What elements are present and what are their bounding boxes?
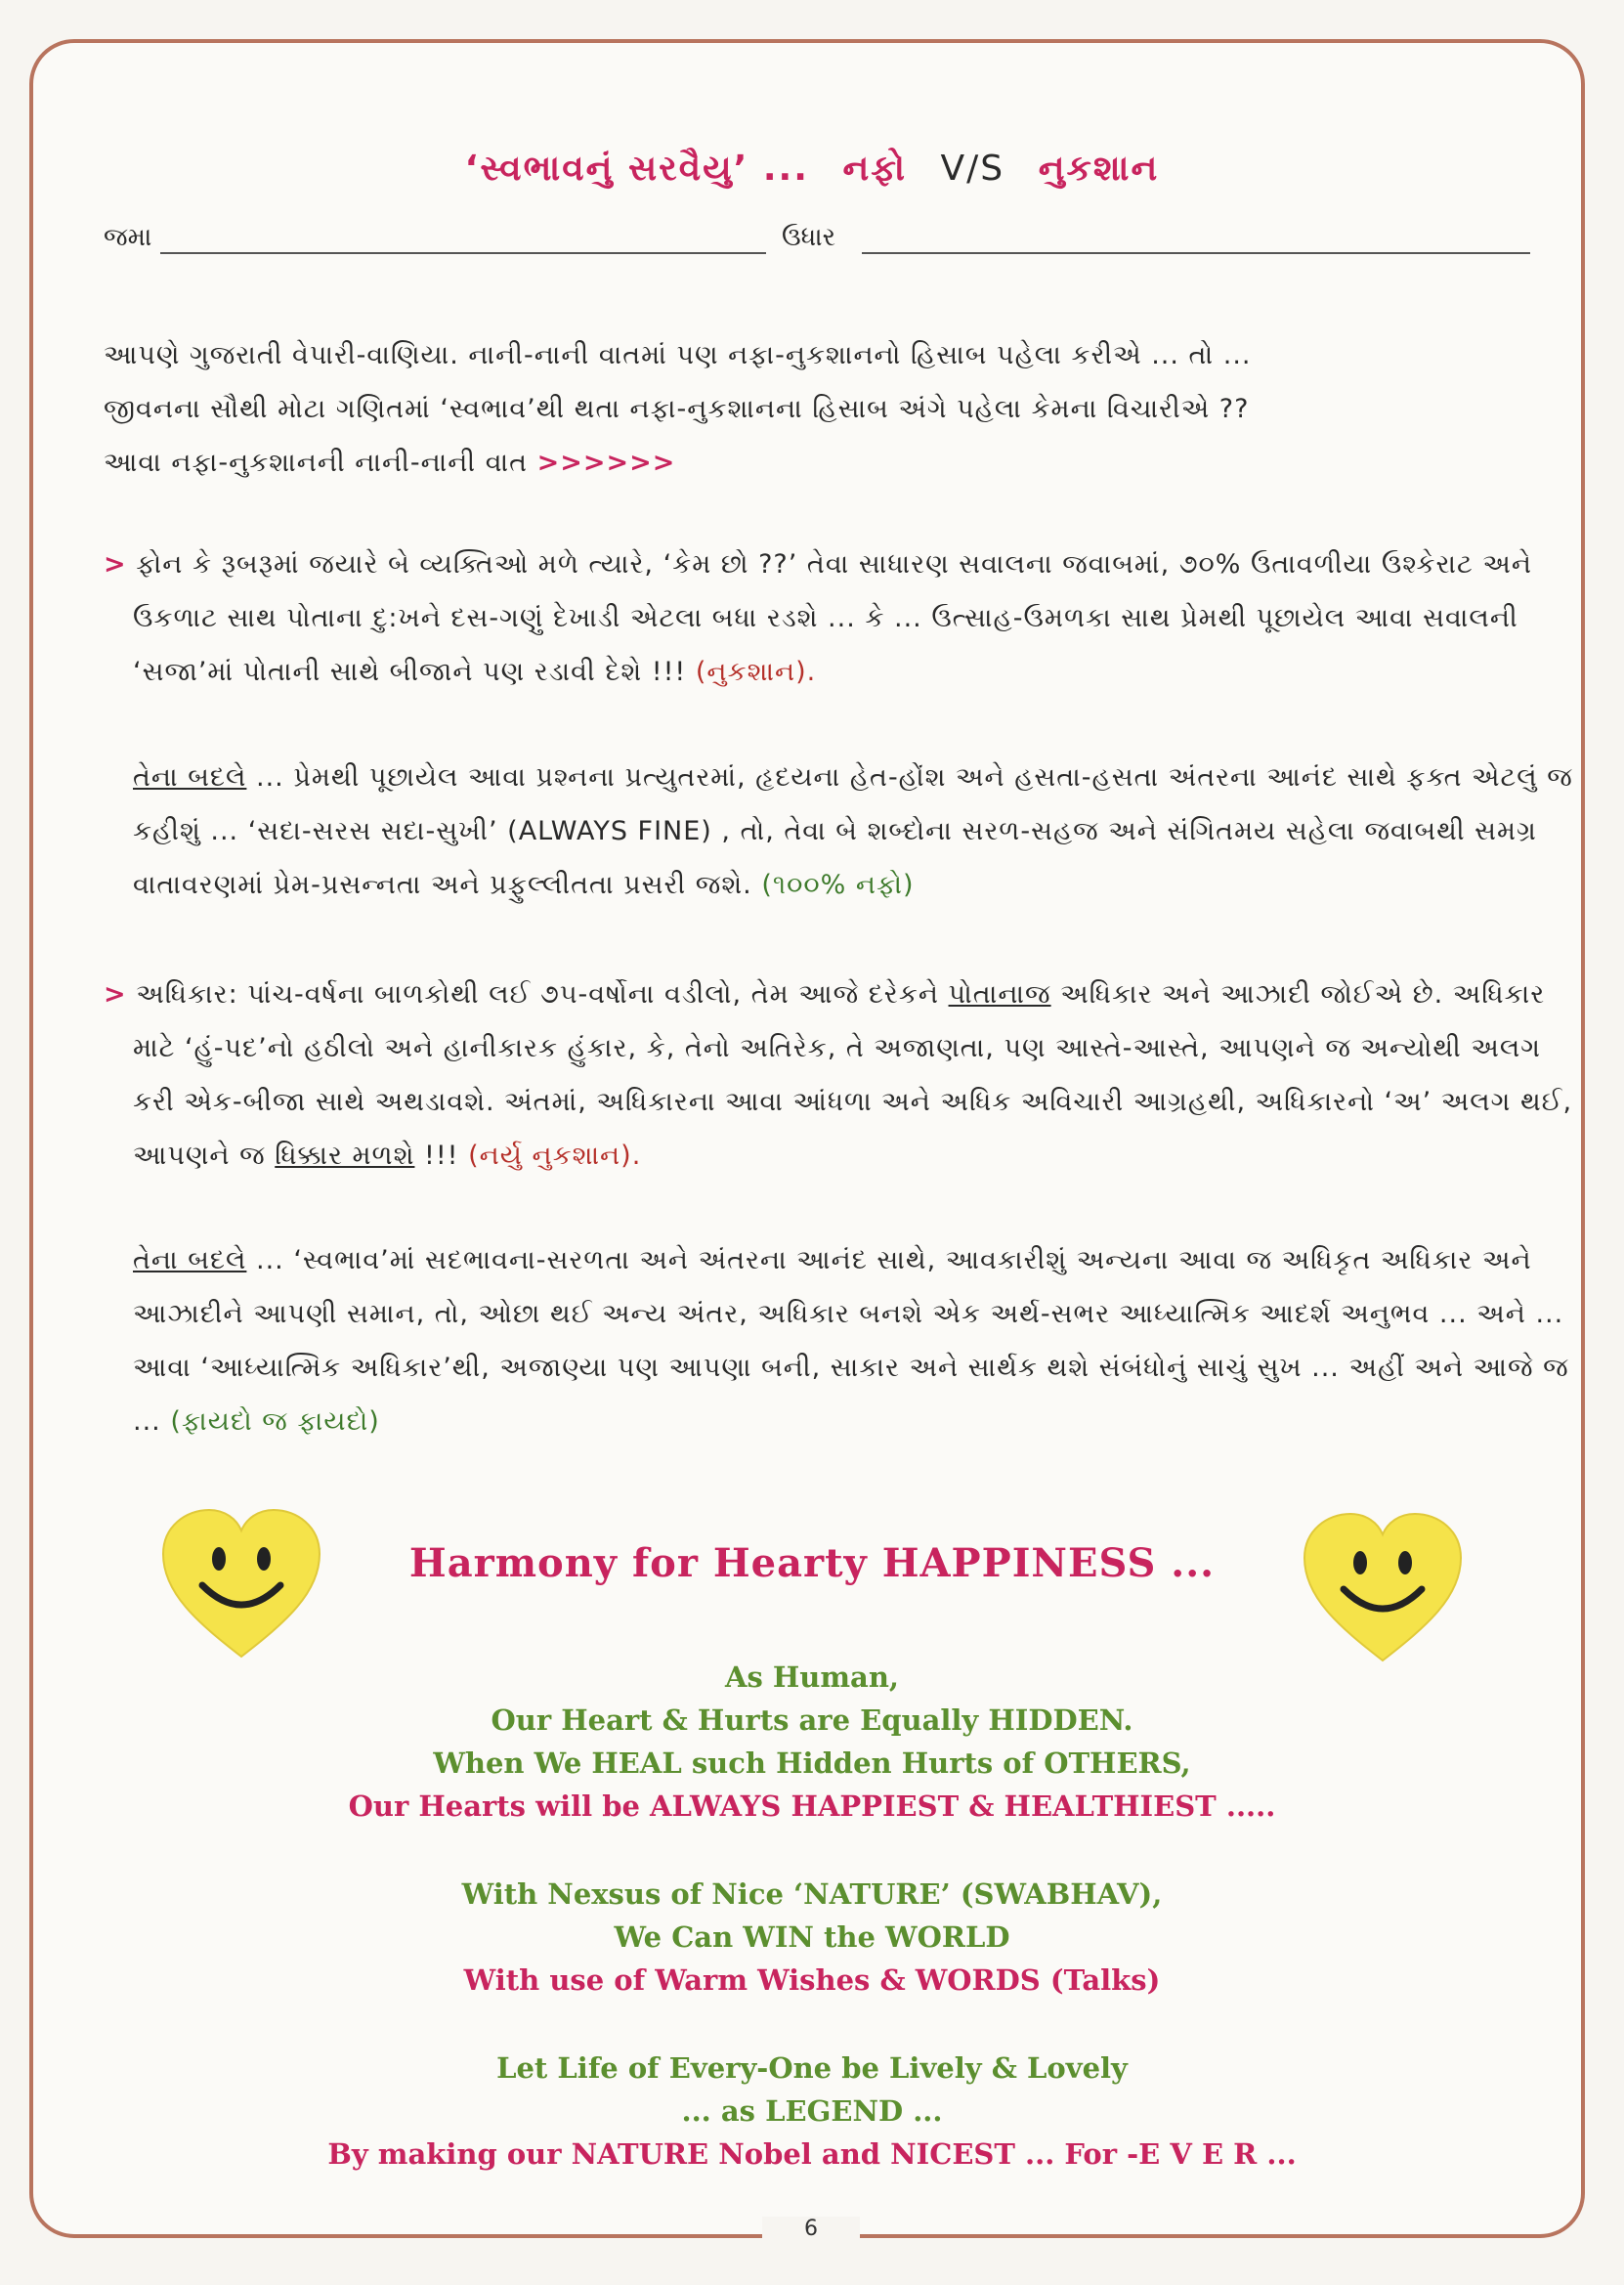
section-1b-text: ... પ્રેમથી પૂછાયેલ આવા પ્રશ્નના પ્રત્યુતરમાં, હૃદયના હેત-હોંશ અને હસતા-હસતા અંતરના આનંદ સાથે ફક્ત એટલું જ કહીશું ... ‘સદા-સરસ સદા-સુખી’ (ALWAYS FINE) , તો, તેવા બે શબ્દોના સરળ-સહજ અને સંગિતમય સહેલા જવાબથી સમગ્ર વાતાવરણમાં પ્રેમ-પ્રસન્નતા અને પ્રફુલ્લીતતા પ્રસરી જશે. (133, 762, 1573, 900)
page-number: 6 (762, 2217, 860, 2241)
poem-line: Let Life of Every-One be Lively & Lovely (496, 2051, 1128, 2085)
section-1b-lead: તેના બદલે (133, 762, 247, 793)
debit-label: ઉધાર (782, 223, 836, 252)
poem-line: With Nexsus of Nice ‘NATURE’ (SWABHAV), (461, 1877, 1163, 1911)
title-profit: નફો (842, 149, 907, 189)
section-2-text-c: !!! (424, 1141, 459, 1171)
poem-line: Our Hearts will be ALWAYS HAPPIEST & HEALTHIEST ..... (348, 1789, 1276, 1823)
section-1-paragraph (104, 538, 1579, 699)
poem-line: We Can WIN the WORLD (614, 1920, 1010, 1954)
section-1-text: ફોન કે રૂબરૂમાં જયારે બે વ્યક્તિઓ મળે ત્યારે, ‘કેમ છો ??’ તેવા સાધારણ સવાલના જવાબમાં, ૭૦% ઉતાવળીયા ઉશ્કેરાટ અને ઉકળાટ સાથ પોતાના દુ:ખને દસ-ગણું દેખાડી એટલા બધા રડશે ... કે ... ઉત્સાહ-ઉમળકા સાથ પ્રેમથી પૂછાયેલ આવા સવાલની ‘સજા’માં પોતાની સાથે બીજાને પણ રડાવી દેશે !!! (133, 549, 1532, 687)
harmony-heading: Harmony for Hearty HAPPINESS ... (408, 1540, 1216, 1586)
poem-line: With use of Warm Wishes & WORDS (Talks) (463, 1963, 1161, 1997)
section-2-text-a: અધિકાર: પાંચ-વર્ષના બાળકોથી લઈ ૭૫-વર્ષોના વડીલો, તેમ આજે દરેકને (136, 979, 939, 1010)
section-2-verdict: (નર્યુ નુકશાન). (468, 1141, 642, 1171)
poem-line: ... as LEGEND ... (681, 2094, 943, 2128)
poem-stanza-1 (0, 1656, 1624, 1828)
poem-stanza-3 (0, 2047, 1624, 2176)
intro-line-2: જીવનના સૌથી મોટા ગણિતમાં ‘સ્વભાવ’થી થતા નફા-નુકશાનના હિસાબ અંગે પહેલા કેમના વિચારીએ ?? (104, 394, 1250, 424)
title-vs: V/S (940, 149, 1005, 189)
section-2b-verdict: (ફાયદો જ ફાયદો) (170, 1406, 380, 1437)
debit-line (862, 252, 1530, 254)
page-title (0, 149, 1624, 190)
intro-line-3: આવા નફા-નુકશાનની નાની-નાની વાત (104, 448, 529, 478)
section-1-marker: > (104, 549, 127, 580)
section-2b-text: ... ‘સ્વભાવ’માં સદભાવના-સરળતા અને અંતરના આનંદ સાથે, આવકારીશું અન્યના આવા જ અધિકૃત અધિકાર અને આઝાદીને આપણી સમાન, તો, ઓછા થઈ અન્ય અંતર, અધિકાર બનશે એક અર્થ-સભર આધ્યાત્મિક આદર્શ અનુભવ ... અને ... આવા ‘આધ્યાત્મિક અધિકાર’થી, અજાણ્યા પણ આપણા બની, સાકાર અને સાર્થક થશે સંબંધોનું સાચું સુખ ... અહીં અને આજે જ ... (133, 1245, 1569, 1437)
section-1-verdict: (નુકશાન). (695, 657, 817, 687)
section-2-paragraph (104, 968, 1579, 1183)
title-quote: ‘સ્વભાવનું સરવૈયુ’ ... (464, 149, 809, 189)
intro-paragraph (104, 328, 1550, 490)
credit-label: જમા (104, 223, 152, 252)
poem-line: As Human, (724, 1660, 900, 1694)
section-2b-paragraph (104, 1233, 1579, 1448)
title-loss: નુકશાન (1038, 149, 1160, 189)
intro-line-1: આપણે ગુજરાતી વેપારી-વાણિયા. નાની-નાની વાતમાં પણ નફા-નુકશાનનો હિસાબ પહેલા કરીએ ... તો ... (104, 340, 1252, 370)
section-2-underlined-b: ધિક્કાર મળશે (275, 1141, 415, 1171)
section-2-text-b: અધિકાર અને આઝાદી જોઈએ છે. અધિકાર માટે ‘હું-પદ’નો હઠીલો અને હાનીકારક હુંકાર, કે, તેનો અતિરેક, તે અજાણતા, પણ આસ્તે-આસ્તે, આપણને જ અન્યોથી અલગ કરી એક-બીજા સાથે અથડાવશે. અંતમાં, અધિકારના આવા આંધળા અને અધિક અવિચારી આગ્રહથી, અધિકારનો ‘અ’ અલગ થઈ, આપણને જ (133, 979, 1573, 1171)
smiley-heart-right-icon (1300, 1509, 1466, 1665)
poem-line: When We HEAL such Hidden Hurts of OTHERS, (433, 1746, 1191, 1780)
poem-stanza-2 (0, 1873, 1624, 2002)
section-1b-paragraph (104, 751, 1579, 912)
section-2b-lead: તેના બદલે (133, 1245, 247, 1275)
ledger-row (104, 223, 1530, 262)
poem-line: Our Heart & Hurts are Equally HIDDEN. (491, 1703, 1133, 1737)
poem-line: By making our NATURE Nobel and NICEST ... For -E V E R ... (327, 2137, 1297, 2171)
section-2-underlined-a: પોતાનાજ (948, 979, 1051, 1010)
section-2-marker: > (104, 979, 127, 1010)
intro-arrows: >>>>>> (536, 448, 676, 478)
section-1b-verdict: (૧૦૦% નફો) (761, 870, 915, 900)
credit-line (160, 252, 766, 254)
